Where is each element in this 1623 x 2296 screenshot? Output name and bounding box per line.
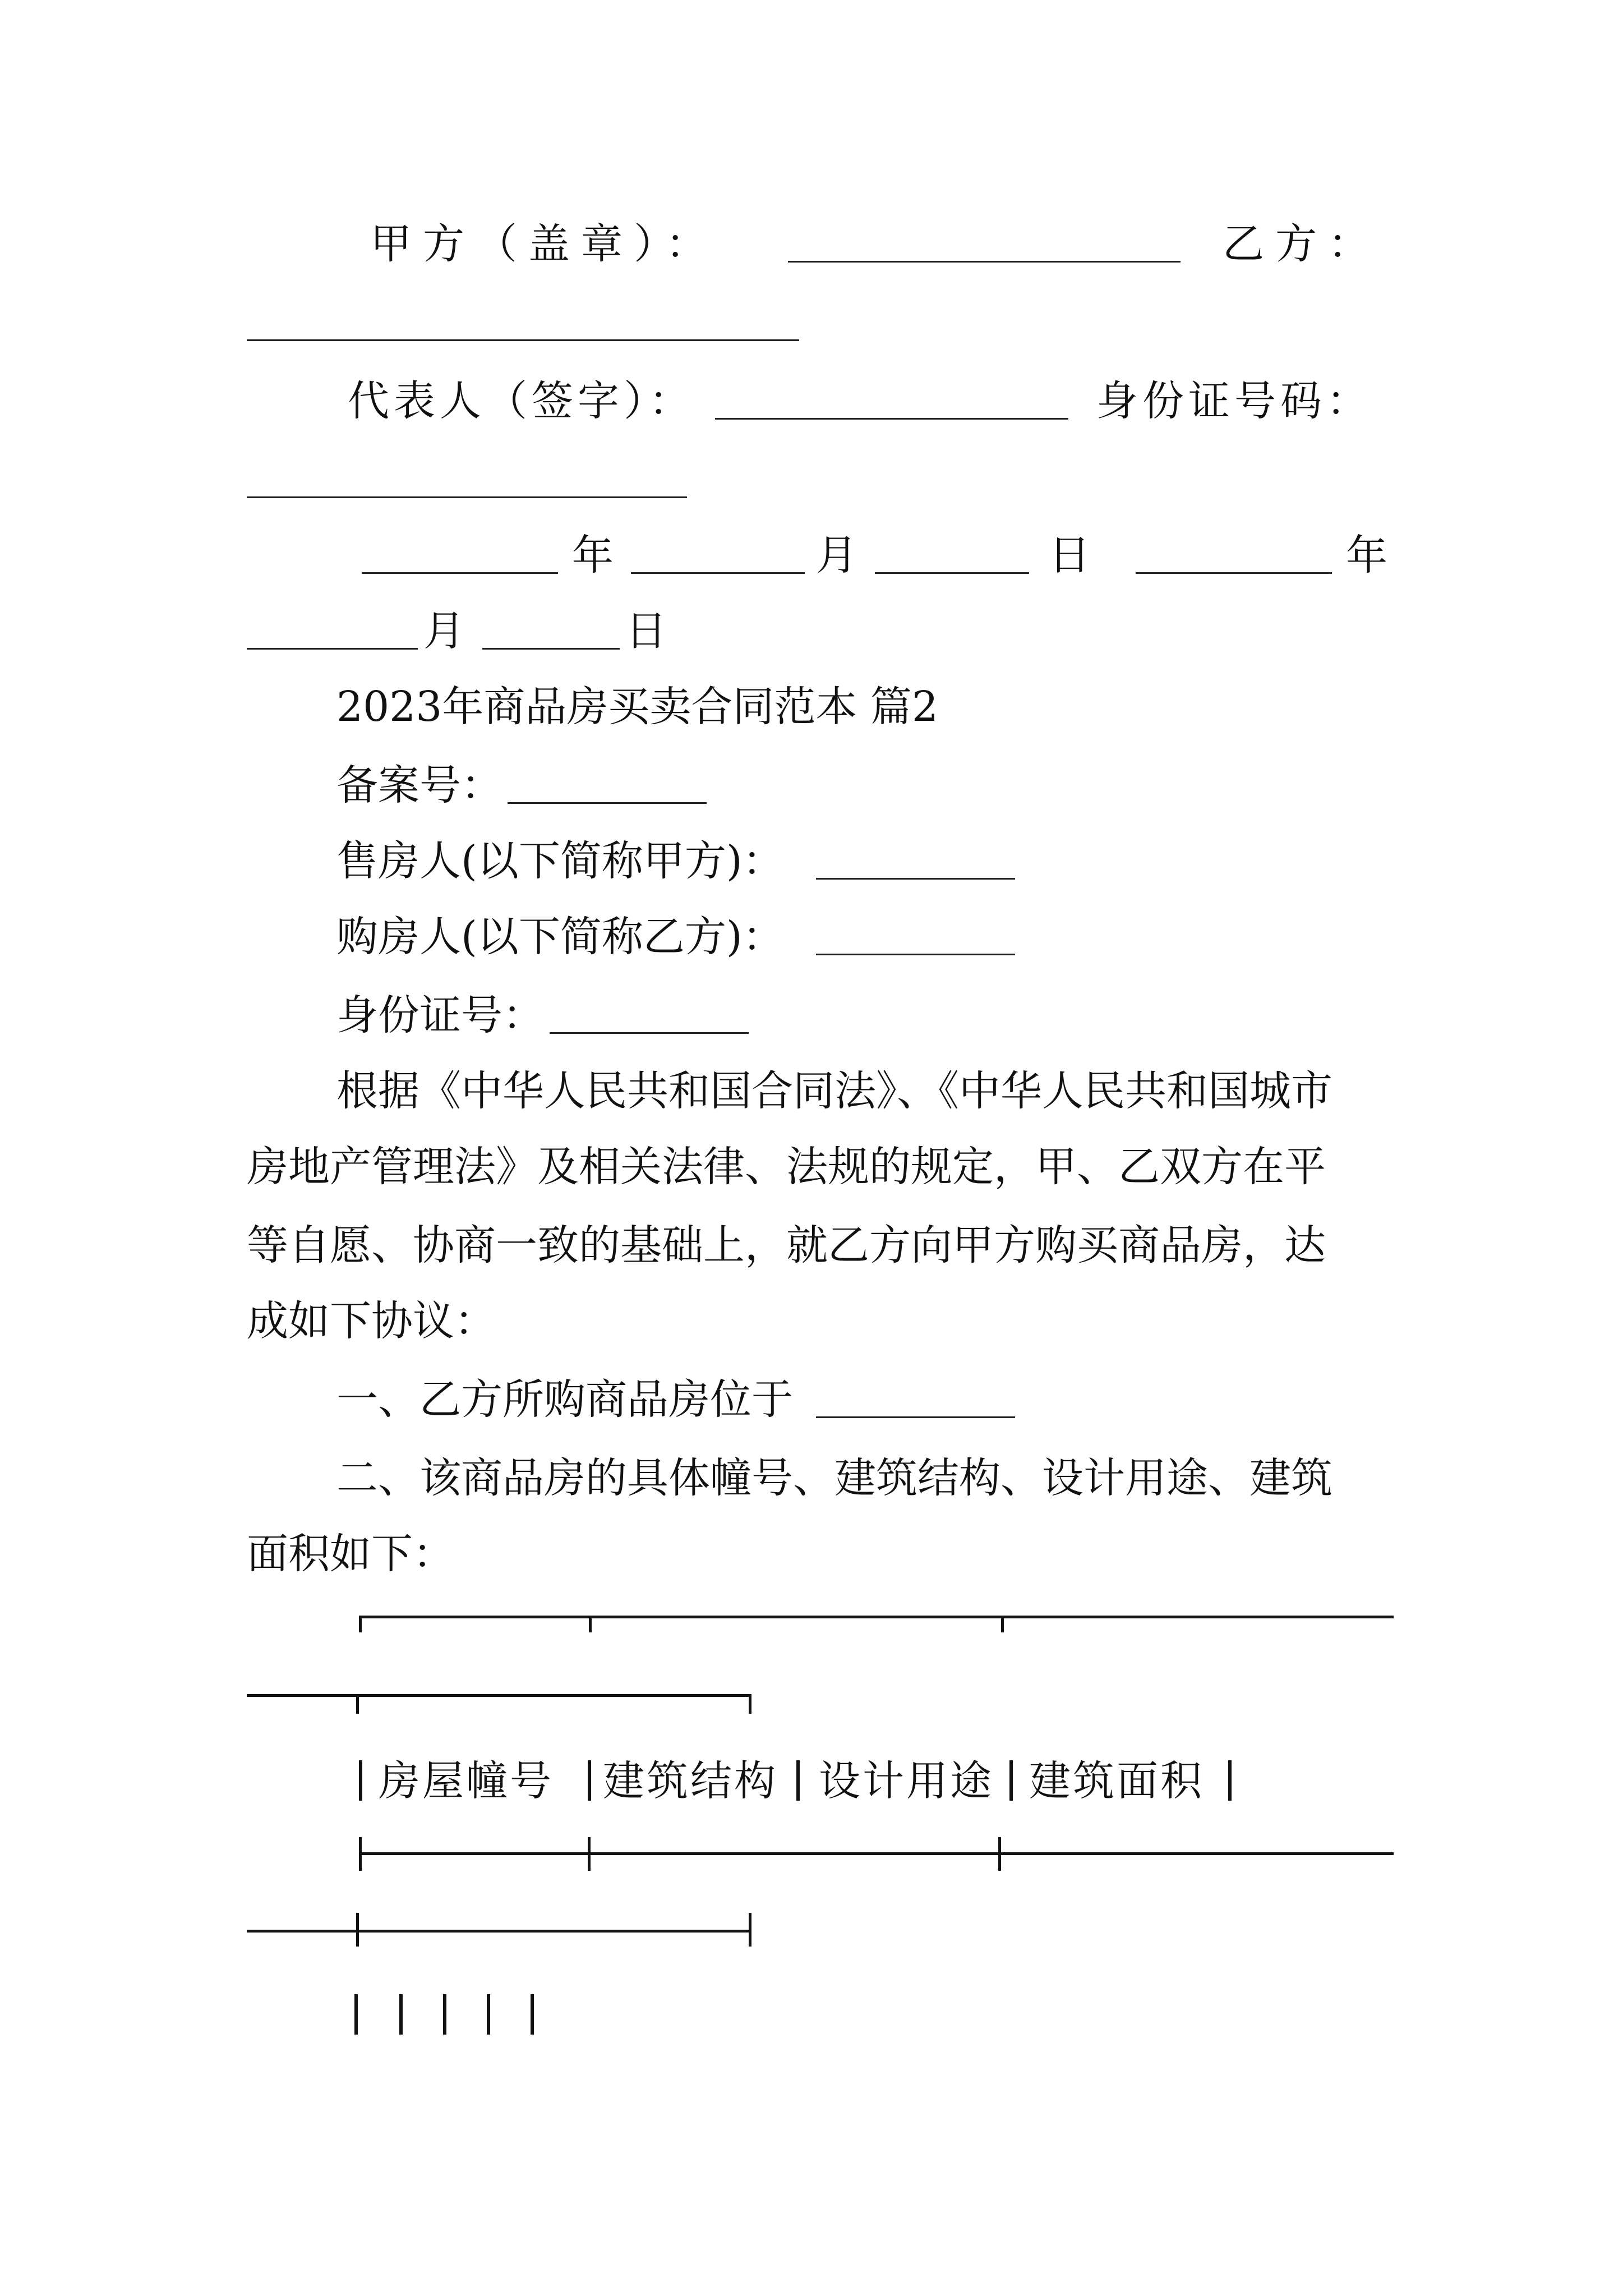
clause-1: 一、乙方所购商品房位于 — [336, 1375, 793, 1424]
table-vbar-4 — [1228, 1760, 1232, 1801]
table-row-vbar-2 — [443, 1994, 446, 2035]
date-a-month-blank — [631, 572, 805, 574]
table-corner-top-right — [749, 1694, 751, 1714]
date-a-year: 年 — [572, 531, 614, 579]
representative-blank — [715, 418, 1068, 420]
table-vbar-2 — [796, 1760, 800, 1801]
id-number-blank — [247, 496, 687, 498]
date-a-day: 日 — [1049, 531, 1090, 579]
seller-label: 售房人(以下简称甲方)： — [336, 837, 784, 885]
preamble-line-4: 成如下协议： — [247, 1297, 496, 1345]
party-a-label: 甲方（盖章）： — [370, 220, 718, 268]
table-row-vbar-3 — [487, 1994, 490, 2035]
table-row-vbar-0 — [354, 1994, 358, 2035]
table-separator — [359, 1852, 1394, 1855]
table-cross-left — [359, 1837, 362, 1871]
clause-1-blank — [816, 1416, 1015, 1418]
table-vbar-0 — [359, 1760, 362, 1801]
date-a-year-blank — [362, 572, 558, 574]
id-blank — [550, 1032, 749, 1034]
party-b-label: 乙方： — [1223, 220, 1381, 268]
table-vbar-3 — [1009, 1760, 1013, 1801]
clause-2-line-1: 二、该商品房的具体幢号、建筑结构、设计用途、建筑 — [336, 1454, 1332, 1502]
date-b-month-blank — [247, 648, 418, 650]
representative-label: 代表人（签字）： — [348, 377, 695, 425]
table-corner-top-left — [359, 1616, 362, 1632]
record-no-blank — [508, 802, 707, 804]
preamble-line-1: 根据《中华人民共和国合同法》、《中华人民共和国城市 — [336, 1067, 1332, 1115]
table-separator-wrap — [247, 1930, 751, 1932]
preamble-line-3: 等自愿、协商一致的基础上，就乙方向甲方购买商品房，达 — [247, 1221, 1326, 1269]
buyer-label: 购房人(以下简称乙方)： — [336, 913, 784, 961]
buyer-blank — [816, 954, 1015, 955]
date-b-month: 月 — [423, 607, 465, 655]
seller-blank — [816, 878, 1015, 880]
clause-2-line-2: 面积如下： — [247, 1530, 454, 1578]
table-tee-top-1 — [589, 1616, 592, 1632]
record-no-label: 备案号： — [336, 761, 502, 809]
table-row-vbar-1 — [399, 1994, 403, 2035]
table-cross-1 — [588, 1837, 591, 1871]
id-number-label: 身份证号码： — [1096, 377, 1372, 425]
preamble-line-2: 房地产管理法》及相关法律、法规的规定，甲、乙双方在平 — [247, 1143, 1326, 1191]
date-a-month: 月 — [816, 531, 857, 579]
party-a-blank — [788, 261, 1181, 263]
table-top-border-wrap — [247, 1694, 751, 1697]
date-b-year: 年 — [1346, 531, 1387, 579]
table-header-area: 建筑面积 — [1029, 1757, 1204, 1805]
party-b-blank — [247, 339, 799, 341]
id-label: 身份证号： — [336, 991, 544, 1039]
table-cross-2 — [998, 1837, 1001, 1871]
date-b-day-blank — [482, 648, 620, 650]
table-tee-top-2 — [1001, 1616, 1004, 1632]
table-top-border — [359, 1616, 1394, 1618]
table-header-usage: 设计用途 — [819, 1757, 994, 1805]
table-cross-3 — [356, 1913, 359, 1947]
date-b-day: 日 — [625, 607, 667, 655]
contract-title: 2023年商品房买卖合同范本 篇2 — [336, 683, 938, 731]
date-a-day-blank — [875, 572, 1029, 574]
table-vbar-1 — [588, 1760, 591, 1801]
table-row-vbar-4 — [531, 1994, 534, 2035]
table-header-structure: 建筑结构 — [603, 1757, 778, 1805]
table-tee-top-3 — [356, 1694, 359, 1714]
table-cross-right — [749, 1913, 751, 1947]
date-b-year-blank — [1136, 572, 1332, 574]
table-header-building-no: 房屋幢号 — [379, 1757, 554, 1805]
